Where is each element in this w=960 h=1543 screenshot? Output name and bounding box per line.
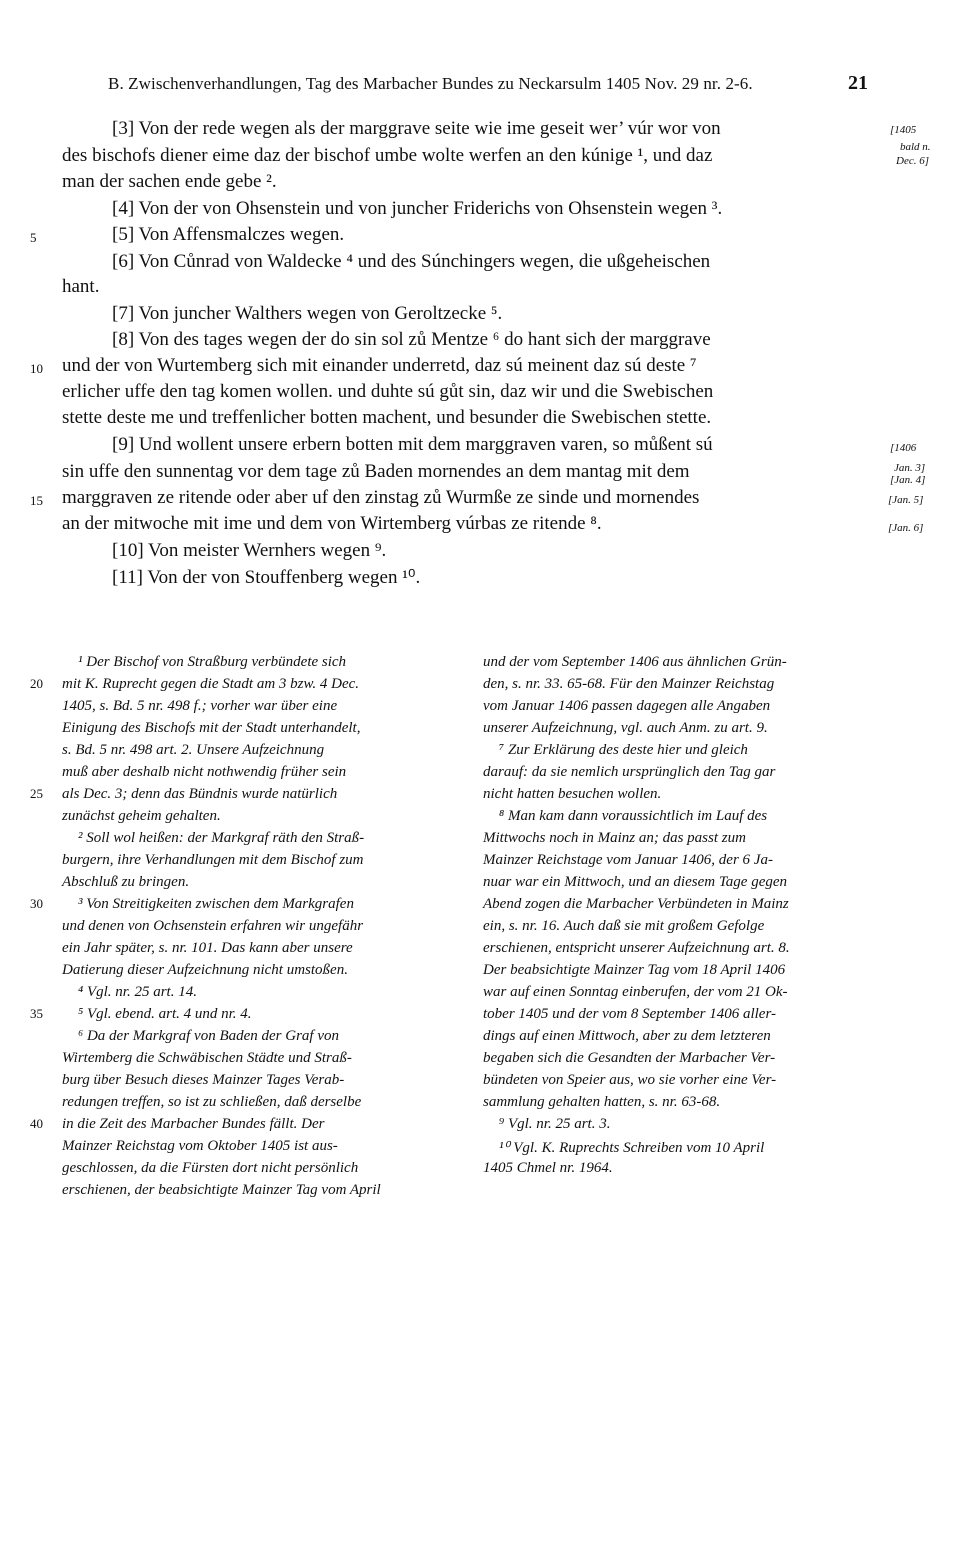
main-line: des bischofs diener eime daz der bischof umbe wolte werfen an den kúnige ¹, und daz: [62, 145, 713, 166]
main-line: man der sachen ende gebe ².: [62, 171, 277, 192]
footnote-line: Mittwochs noch in Mainz an; das passt zum: [483, 830, 746, 846]
margin-date-note: [Jan. 6]: [888, 522, 924, 534]
main-line: stette deste me und treffenlicher botten machent, und besunder die Swebischen stette.: [62, 407, 712, 428]
main-line: [6] Von Cůnrad von Waldecke ⁴ und des Súnchingers wegen, die ußgeheischen: [112, 251, 711, 272]
margin-date-note: [Jan. 5]: [888, 494, 924, 506]
margin-date-note: [1406: [890, 442, 917, 454]
footnote-line: s. Bd. 5 nr. 498 art. 2. Unsere Aufzeichnung: [62, 742, 325, 758]
footnote-line: geschlossen, da die Fürsten dort nicht persönlich: [62, 1160, 359, 1176]
footnote-line: sammlung gehalten hatten, s. nr. 63-68.: [483, 1094, 721, 1110]
footnote-line: redungen treffen, so ist zu schließen, daß derselbe: [62, 1094, 362, 1110]
line-number: 30: [30, 896, 43, 911]
footnote-line: nuar war ein Mittwoch, und an diesem Tage gegen: [483, 874, 788, 890]
line-number: 35: [30, 1006, 43, 1021]
footnote-line: war auf einen Sonntag einberufen, der vom 21 Ok-: [483, 984, 788, 1000]
footnote-line: unserer Aufzeichnung, vgl. auch Anm. zu art. 9.: [483, 720, 768, 736]
footnote-line: ⁵ Vgl. ebend. art. 4 und nr. 4.: [78, 1006, 252, 1022]
margin-date-note: [Jan. 4]: [890, 474, 926, 486]
footnote-line: ⁹ Vgl. nr. 25 art. 3.: [499, 1116, 611, 1132]
footnote-line: darauf: da sie nemlich ursprünglich den Tag gar: [483, 764, 776, 780]
footnote-line: burg über Besuch dieses Mainzer Tages Verab-: [62, 1072, 345, 1088]
footnote-line: zunächst geheim gehalten.: [62, 808, 221, 824]
page-number: 21: [848, 72, 868, 94]
footnote-line: 1405 Chmel nr. 1964.: [483, 1160, 613, 1176]
running-header: B. Zwischenverhandlungen, Tag des Marbacher Bundes zu Neckarsulm 1405 Nov. 29 nr. 2-6.: [108, 74, 753, 93]
footnote-line: als Dec. 3; denn das Bündnis wurde natürlich: [62, 786, 338, 802]
footnote-line: erschienen, entspricht unserer Aufzeichnung art. 8.: [483, 940, 790, 956]
footnote-line: Wirtemberg die Schwäbischen Städte und Straß-: [62, 1050, 352, 1066]
main-line: und der von Wurtemberg sich mit einander underretd, daz sú meinent daz sú deste ⁷: [62, 355, 697, 376]
main-line: sin uffe den sunnentag vor dem tage zů Baden mornendes an dem mantag mit dem: [62, 461, 690, 482]
footnote-line: ein Jahr später, s. nr. 101. Das kann aber unsere: [62, 940, 353, 956]
main-line: [8] Von des tages wegen der do sin sol zů Mentze ⁶ do hant sich der marggrave: [112, 329, 711, 350]
line-number: 15: [30, 493, 43, 508]
main-line: [4] Von der von Ohsenstein und von juncher Friderichs von Ohsenstein wegen ³.: [112, 198, 723, 219]
footnote-line: Mainzer Reichstag vom Oktober 1405 ist aus-: [62, 1138, 338, 1154]
footnote-line: ⁷ Zur Erklärung des deste hier und gleich: [499, 742, 748, 758]
footnote-line: ¹⁰ Vgl. K. Ruprechts Schreiben vom 10 April: [499, 1140, 765, 1156]
main-line: [7] Von juncher Walthers wegen von Geroltzecke ⁵.: [112, 303, 503, 324]
main-line: [5] Von Affensmalczes wegen.: [112, 224, 345, 245]
margin-date-note: Jan. 3]: [894, 462, 926, 474]
footnote-line: ⁶ Da der Markgraf von Baden der Graf von: [78, 1028, 340, 1044]
footnote-line: und denen von Ochsenstein erfahren wir ungefähr: [62, 918, 364, 934]
footnote-line: in die Zeit des Marbacher Bundes fällt. Der: [62, 1116, 325, 1132]
main-line: erlicher uffe den tag komen wollen. und duhte sú gůt sin, daz wir und die Swebischen: [62, 381, 714, 402]
main-line: [11] Von der von Stouffenberg wegen ¹⁰.: [112, 567, 421, 588]
footnote-line: dings auf einen Mittwoch, aber zu dem letzteren: [483, 1028, 771, 1044]
main-line: hant.: [62, 276, 100, 297]
footnote-line: Datierung dieser Aufzeichnung nicht umstoßen.: [62, 962, 348, 978]
line-number: 25: [30, 786, 43, 801]
footnote-line: und der vom September 1406 aus ähnlichen Grün-: [483, 654, 787, 670]
footnote-line: den, s. nr. 33. 65-68. Für den Mainzer Reichstag: [483, 676, 775, 692]
main-line: [10] Von meister Wernhers wegen ⁹.: [112, 540, 387, 561]
margin-date-note: bald n.: [900, 141, 931, 153]
footnote-line: vom Januar 1406 passen dagegen alle Angaben: [483, 698, 771, 714]
footnote-line: bündeten von Speier aus, wo sie vorher eine Ver-: [483, 1072, 777, 1088]
footnote-line: ² Soll wol heißen: der Markgraf räth den Straß-: [78, 830, 365, 846]
margin-date-note: [1405: [890, 124, 917, 136]
main-line: marggraven ze ritende oder aber uf den zinstag zů Wurmße ze sinde und mornendes: [62, 487, 700, 508]
footnote-line: Mainzer Reichstage vom Januar 1406, der 6 Ja-: [483, 852, 773, 868]
footnote-line: tober 1405 und der vom 8 September 1406 aller-: [483, 1006, 776, 1022]
footnote-line: mit K. Ruprecht gegen die Stadt am 3 bzw. 4 Dec.: [62, 676, 360, 692]
main-line: an der mitwoche mit ime und dem von Wirtemberg vúrbas ze ritende ⁸.: [62, 513, 602, 534]
main-line: [3] Von der rede wegen als der marggrave seite wie ime geseit wer’ vúr wor von: [112, 118, 721, 139]
line-number: 20: [30, 676, 43, 691]
footnote-line: nicht hatten besuchen wollen.: [483, 786, 662, 802]
footnote-line: ⁸ Man kam dann voraussichtlich im Lauf des: [499, 808, 768, 824]
line-number: 40: [30, 1116, 43, 1131]
footnote-line: ein, s. nr. 16. Auch daß sie mit großem Gefolge: [483, 918, 765, 934]
footnote-line: Der beabsichtigte Mainzer Tag vom 18 April 1406: [483, 962, 786, 978]
footnote-line: Einigung des Bischofs mit der Stadt unterhandelt,: [62, 720, 361, 736]
footnote-line: ³ Von Streitigkeiten zwischen dem Markgrafen: [78, 896, 354, 912]
main-line: [9] Und wollent unsere erbern botten mit dem marggraven varen, so můßent sú: [112, 434, 713, 455]
footnote-line: ¹ Der Bischof von Straßburg verbündete sich: [78, 654, 347, 670]
footnote-line: muß aber deshalb nicht nothwendig früher sein: [62, 764, 347, 780]
footnote-line: Abschluß zu bringen.: [62, 874, 190, 890]
footnote-line: begaben sich die Gesandten der Marbacher Ver-: [483, 1050, 776, 1066]
line-number: 5: [30, 230, 37, 245]
footnote-line: Abend zogen die Marbacher Verbündeten in Mainz: [483, 896, 789, 912]
footnote-line: ⁴ Vgl. nr. 25 art. 14.: [78, 984, 197, 1000]
footnote-line: burgern, ihre Verhandlungen mit dem Bischof zum: [62, 852, 364, 868]
margin-date-note: Dec. 6]: [896, 155, 929, 167]
footnote-line: erschienen, der beabsichtigte Mainzer Tag vom April: [62, 1182, 381, 1198]
footnote-line: 1405, s. Bd. 5 nr. 498 f.; vorher war über eine: [62, 698, 338, 714]
line-number: 10: [30, 361, 43, 376]
